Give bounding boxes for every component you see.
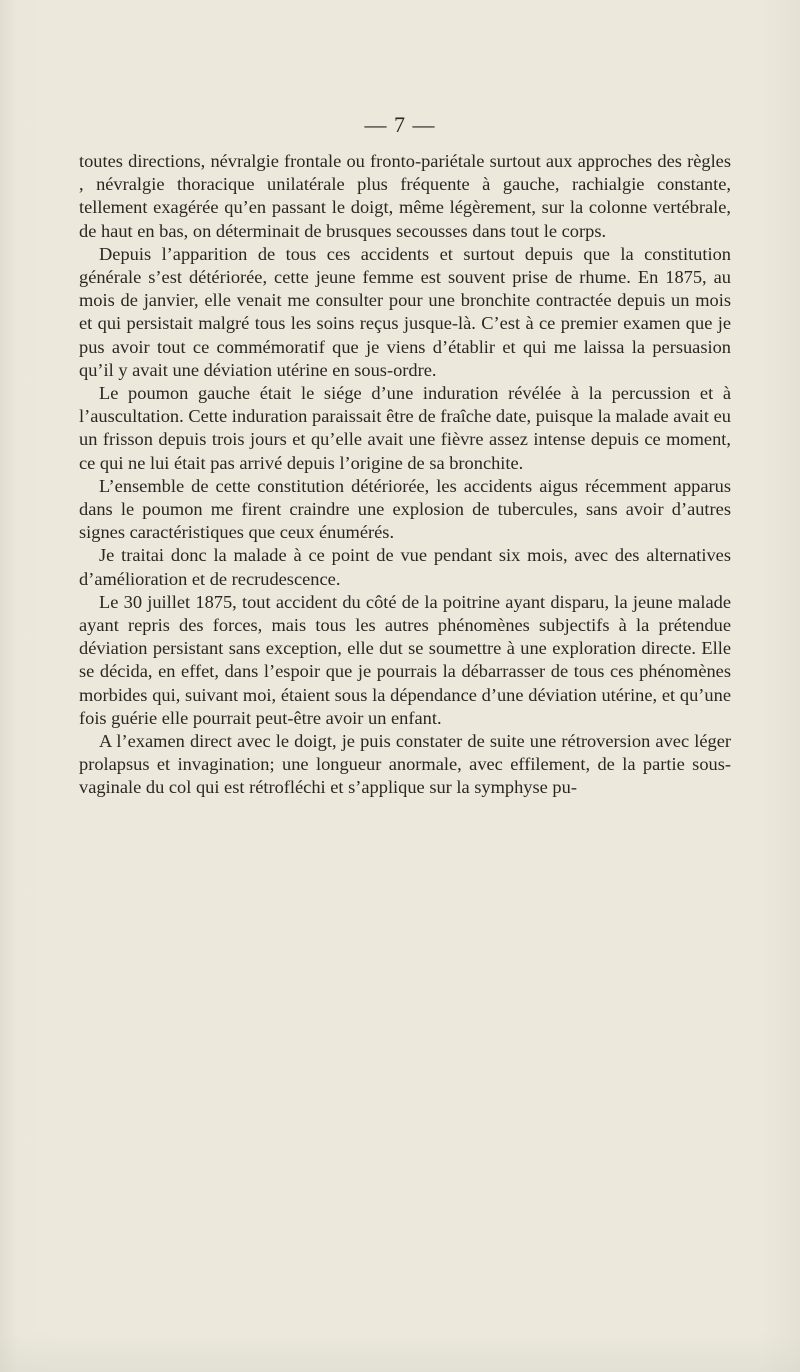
page-number: — 7 — [364, 112, 436, 137]
paragraph-apparition: Depuis l’apparition de tous ces accidents et surtout depuis que la constitution générale s’est détériorée, cette jeune femme est souvent prise de rhume. En 1875, au mois de janvier, elle venait me consulter pour une bronchite contractée depuis un mois et qui persistait malgré tous les soins reçus jusque-là. C’est à ce premier examen que je pus avoir tout ce commémoratif que je viens d’établir et qui me laissa la persuasion qu’il y avait une déviation utérine en sous-ordre. [79, 243, 731, 380]
page-edge-shadow [0, 1332, 800, 1372]
paragraph-ensemble: L’ensemble de cette constitution détériorée, les accidents aigus récemment apparus dans le poumon me firent craindre une explosion de tubercules, sans avoir d’autres signes caractéristiques que ceux énumérés. [79, 475, 731, 543]
paragraph-juillet: Le 30 juillet 1875, tout accident du côté de la poitrine ayant disparu, la jeune malade ayant repris des forces, mais tous les autres phénomènes subjectifs à la prétendue déviation persistant sans exception, elle dut se soumettre à une exploration directe. Elle se décida, en effet, dans l’espoir que je pourrais la débarrasser de tous ces phénomènes morbides qui, suivant moi, étaient sous la dépendance d’une déviation utérine, et qu’une fois guérie elle pourrait peut-être avoir un enfant. [79, 591, 731, 728]
paragraph-poumon: Le poumon gauche était le siége d’une induration révélée à la percussion et à l’auscultation. Cette induration paraissait être de fraîche date, puisque la malade avait eu un frisson depuis trois jours et qu’elle avait une fièvre assez intense depuis ce moment, ce qui ne lui était pas arrivé depuis l’origine de sa bronchite. [79, 383, 731, 473]
paragraph-traitai: Je traitai donc la malade à ce point de vue pendant six mois, avec des alternatives d’amélioration et de recrudescence. [79, 545, 731, 589]
paragraph-continuation: toutes directions, névralgie frontale ou fronto-pariétale surtout aux approches des règles , névralgie thoracique unilatérale plus fréquente à gauche, rachialgie constante, tellement exagérée qu’en passant le doigt, même légèrement, sur la colonne vertébrale, de haut en bas, on déterminait de brusques secousses dans tout le corps. [79, 151, 731, 241]
paragraph-examen: A l’examen direct avec le doigt, je puis constater de suite une rétroversion avec léger prolapsus et invagination; une longueur anormale, avec effilement, de la partie sous-vaginale du col qui est rétrofléchi et s’applique sur la symphyse pu- [79, 731, 731, 798]
body-text [79, 150, 731, 800]
